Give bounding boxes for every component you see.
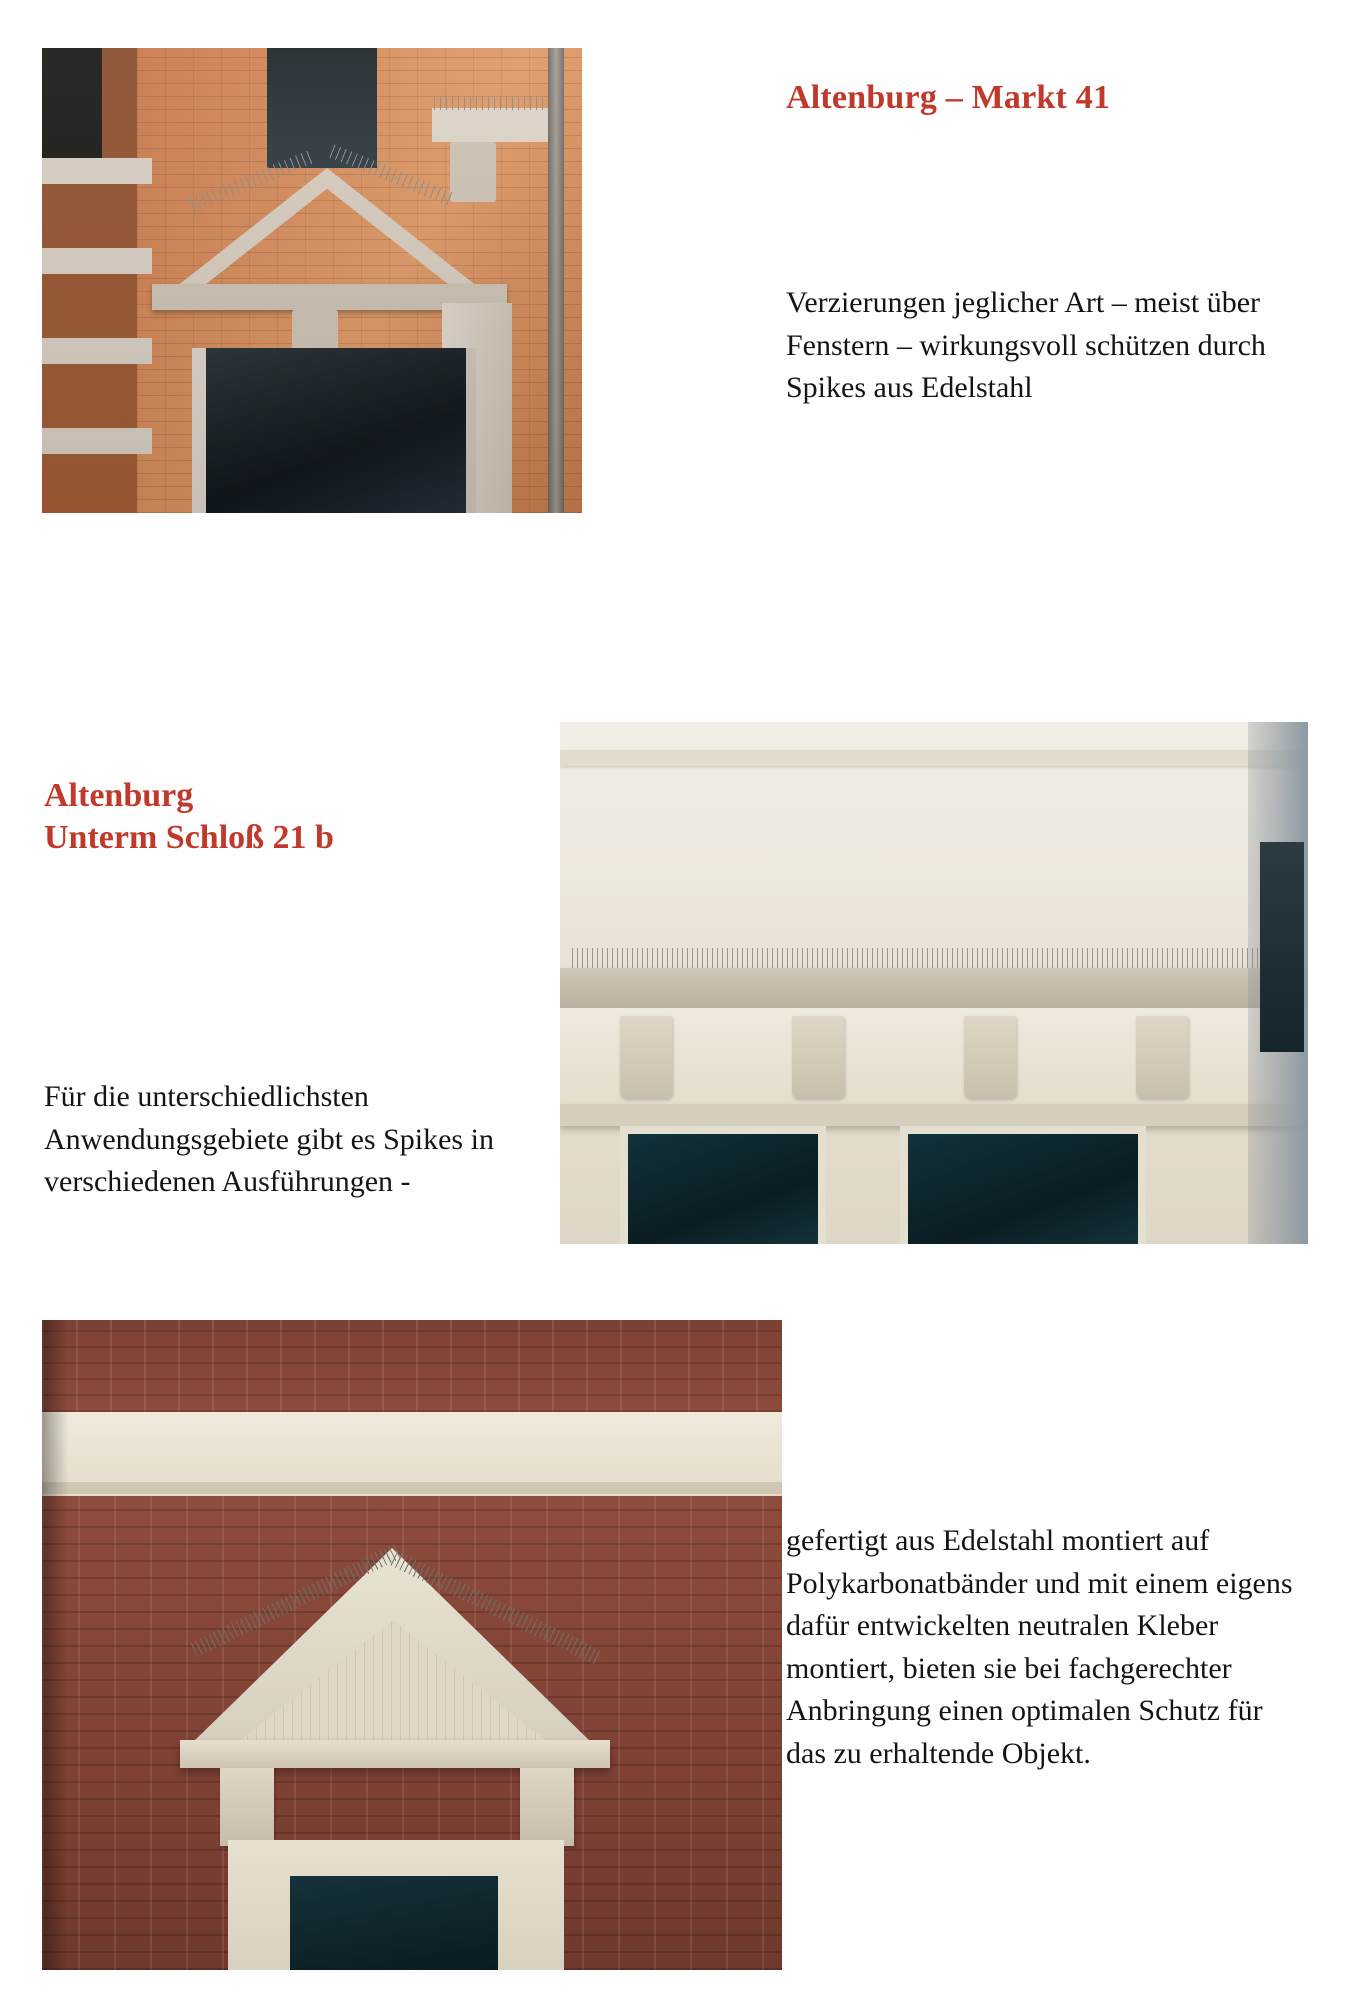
- photo-brick-facade: [42, 1320, 782, 1970]
- console-bracket-1: [620, 1016, 672, 1098]
- gable-shelf: [180, 1740, 610, 1768]
- console-bracket-4: [1136, 1016, 1188, 1098]
- window-right: [900, 1126, 1146, 1244]
- frieze-band: [560, 1008, 1308, 1104]
- heading-line-2: Unterm Schloß 21 b: [44, 819, 334, 857]
- window-glass-lower: [290, 1876, 498, 1970]
- corner-band-4: [42, 428, 152, 454]
- window-opening: [192, 348, 476, 513]
- heading-altenburg-markt: Altenburg – Markt 41: [786, 78, 1111, 116]
- cornice: [560, 968, 1308, 1008]
- dark-shadow-area: [42, 48, 102, 158]
- heading-unterm-schloss: [44, 775, 524, 860]
- spike-strip-upper: [434, 96, 552, 110]
- paragraph-anwendungsgebiete: Für die unterschiedlichsten Anwendungsgebiete gibt es Spikes in verschiedenen Ausführungen -: [44, 1080, 494, 1199]
- paragraph-edelstahl-montage: gefertigt aus Edelstahl montiert auf Polykarbonatbänder und mit einem eigens dafür entwickelten neutralen Kleber montiert, bieten sie bei fachgerechter Anbringung einen optimalen Schutz für das zu erhaltende Objekt.: [786, 1524, 1293, 1770]
- door-console-right: [520, 1768, 574, 1846]
- downpipe: [548, 48, 564, 513]
- upper-cornice: [432, 108, 552, 142]
- cornice-shadow-line: [42, 1482, 782, 1494]
- console-bracket-upper: [450, 142, 496, 202]
- spike-strip-cornice: [572, 948, 1296, 970]
- photo-altenburg-markt-41: [42, 48, 582, 513]
- corner-band-3: [42, 338, 152, 364]
- corner-band-1: [42, 158, 152, 184]
- wall-band: [560, 750, 1308, 766]
- brick-upper-course: [42, 1320, 782, 1412]
- window-left: [620, 1126, 826, 1244]
- upper-window: [267, 48, 377, 168]
- window-ledge: [560, 1104, 1308, 1126]
- console-bracket-3: [964, 1016, 1016, 1098]
- heading-line-1: Altenburg: [44, 776, 194, 814]
- left-edge-shadow: [42, 1320, 68, 1970]
- side-window: [1260, 842, 1304, 1052]
- console-bracket-2: [792, 1016, 844, 1098]
- corner-band-2: [42, 248, 152, 274]
- photo-unterm-schloss-21b: [560, 722, 1308, 1244]
- paragraph-verzierungen: Verzierungen jeglicher Art – meist über Fenstern – wirkungsvoll schützen durch Spikes aus Edelstahl: [786, 286, 1266, 405]
- door-console-left: [220, 1768, 274, 1846]
